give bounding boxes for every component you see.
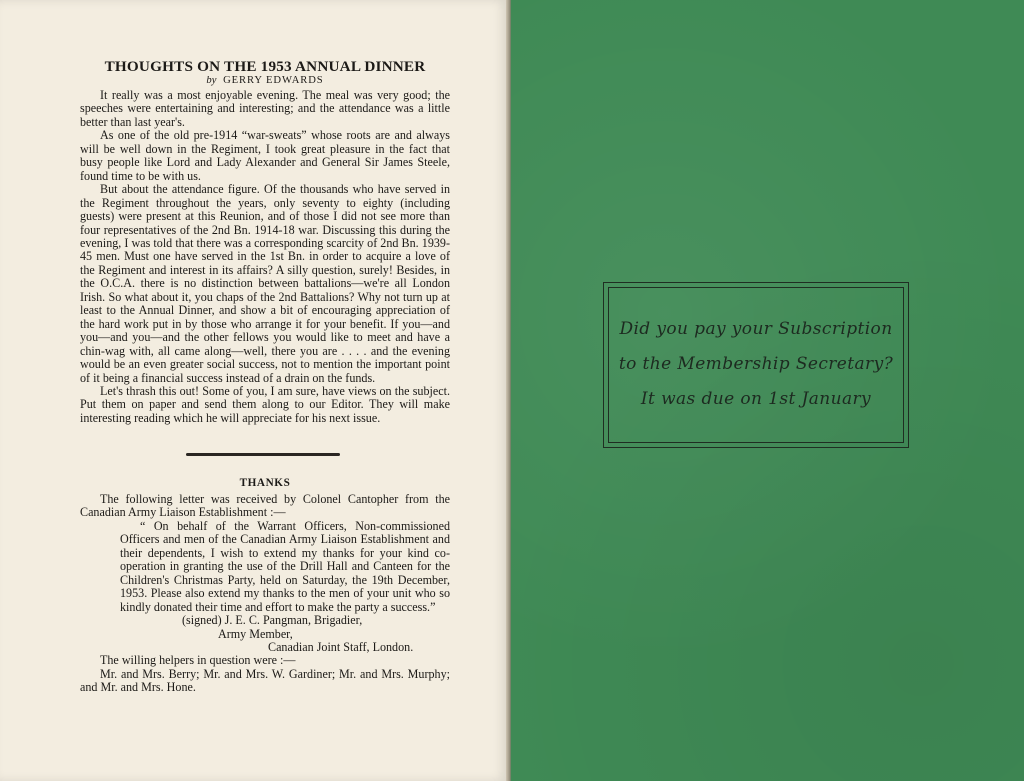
article-paragraph-1: It really was a most enjoyable evening. The meal was very good; the speeches were entertaining and interesting; and the attendance was a little better than last year's. — [80, 88, 450, 129]
notice-line-2: to the Membership Secretary? — [618, 354, 894, 374]
article-paragraph-3: But about the attendance figure. Of the thousands who have served in the Regiment throughout the years, only seventy to eighty (including guests) were present at this Reunion, and of those I did not see more than four representatives of the 2nd Bn. 1914-18 war. Discussing this during the evening, I was told that there was a corresponding scarcity of 2nd Bn. 1939-45 men. Must one have served in the 1st Bn. in order to acquire a love of the Regiment and interest in its affairs? A silly question, surely! Besides, in the O.C.A. there is no distinction between battalions—we're all London Irish. So what about it, you chaps of the 2nd Battalions? Why not turn up at least to the Annual Dinner, and show a bit of encouraging appreciation of the hard work put in by those who arrange it for your benefit. If you—and you—and you—and the other fellows you would like to meet and have a chin-wag with, all came along—well, there you are . . . . and the evening would be an even greater social success, not to mention the important point of it being a financial success instead of a drain on the funds. — [80, 182, 450, 385]
notice-line-1: Did you pay your Subscription — [619, 319, 893, 339]
helpers-intro: The willing helpers in question were :— — [100, 653, 296, 668]
byline-author: GERRY EDWARDS — [223, 75, 324, 86]
section-divider — [186, 453, 340, 456]
helpers-list: Mr. and Mrs. Berry; Mr. and Mrs. W. Gardiner; Mr. and Mrs. Murphy; and Mr. and Mrs. Hone. — [80, 666, 450, 695]
article-title: THOUGHTS ON THE 1953 ANNUAL DINNER — [104, 58, 426, 75]
subscription-notice — [603, 282, 909, 448]
thanks-title: THANKS — [239, 477, 291, 489]
byline — [80, 75, 450, 87]
article — [80, 59, 450, 425]
notice-line-3: It was due on 1st January — [640, 389, 872, 409]
article-paragraph-4: Let's thrash this out! Some of you, I am sure, have views on the subject. Put them on paper and send them along to our Editor. They will make interesting reading which he will appreciate for his next issue. — [80, 383, 450, 425]
thanks-letter-quote: “ On behalf of the Warrant Officers, Non-commissioned Officers and men of the Canadian Army Liaison Establishment and their dependents, I wish to extend my thanks for your kind co-operation in granting the use of the Drill Hall and Canteen for the Children's Christmas Party, held on Saturday, the 19th December, 1953. Please also extend my thanks to the men of your unit who so kindly donated their time and effort to make the party a success.” — [120, 518, 450, 614]
article-paragraph-2: As one of the old pre-1914 “war-sweats” whose roots are and always will be well down in the Regiment, I took great pleasure in the fact that busy people like Lord and Lady Alexander and General Sir James Steele, found time to be with us. — [80, 128, 450, 183]
byline-by: by — [206, 75, 217, 86]
signature-line-2: Army Member, — [218, 626, 293, 641]
signature-line-1: (signed) J. E. C. Pangman, Brigadier, — [182, 613, 363, 628]
signature-line-3: Canadian Joint Staff, London. — [268, 639, 414, 654]
thanks-section — [80, 477, 450, 695]
left-page — [0, 0, 508, 781]
thanks-intro: The following letter was received by Colonel Cantopher from the Canadian Army Liaison Establishment :— — [80, 492, 450, 520]
